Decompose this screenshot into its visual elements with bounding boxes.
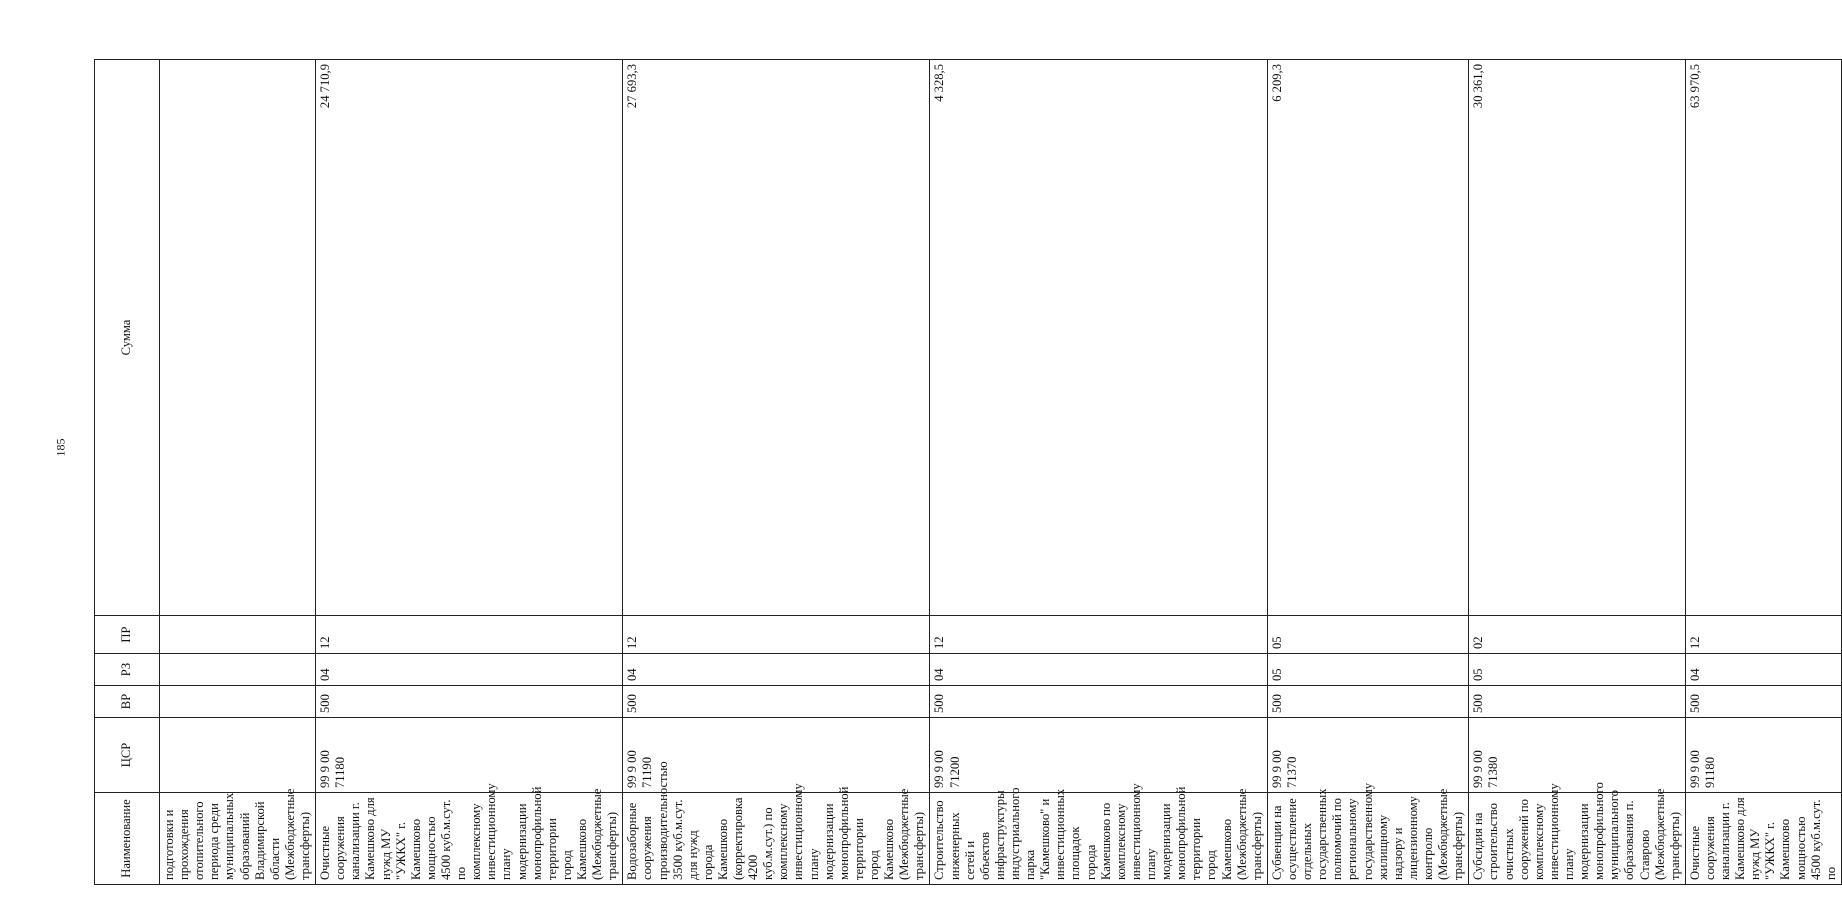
cell-name: подготовки и прохождения отопительного периода среди муниципальных образований Владимирской области (Межбюджетные трансферты) [160, 793, 316, 885]
table-body [160, 60, 1842, 885]
cell-sum: 27 693,3 [623, 60, 930, 616]
cell-sum: 6 209,3 [1267, 60, 1468, 616]
cell-csr: 99 9 00 71380 [1469, 718, 1686, 793]
cell-vr: 500 [930, 686, 1267, 718]
cell-vr [160, 686, 316, 718]
cell-rz: 05 [1469, 654, 1686, 686]
cell-rz: 04 [1685, 654, 1841, 686]
rotated-table-wrapper [94, 60, 1838, 885]
cell-name: Субвенции на осуществление отдельных государственных полномочий по региональному государственному жилищному надзору и лицензионному контролю (Межбюджетные трансферты) [1267, 793, 1468, 885]
cell-sum: 24 710,9 [316, 60, 623, 616]
budget-table [94, 59, 1842, 885]
cell-vr: 500 [1685, 686, 1841, 718]
cell-rz: 04 [623, 654, 930, 686]
cell-sum [160, 60, 316, 616]
cell-csr: 99 9 00 71190 [623, 718, 930, 793]
cell-csr: 99 9 00 91180 [1685, 718, 1841, 793]
cell-pr [160, 616, 316, 654]
header-vr: ВР [95, 686, 160, 718]
cell-sum: 4 328,5 [930, 60, 1267, 616]
cell-csr: 99 9 00 71200 [930, 718, 1267, 793]
header-csr: ЦСР [95, 718, 160, 793]
cell-name: Очистные сооружения канализации г. Камешково для нужд МУ "УЖКХ" г. Камешково мощностью 4500 куб.м.сут. по комплексному инвестиционному плану модернизации монопрофильной территории город Камешково (Межбюджетные трансферты) [316, 793, 623, 885]
cell-csr [160, 718, 316, 793]
cell-pr: 12 [623, 616, 930, 654]
table-row [1469, 60, 1686, 885]
cell-vr: 500 [623, 686, 930, 718]
page-number: 185 [53, 438, 68, 457]
cell-vr: 500 [1469, 686, 1686, 718]
cell-pr: 12 [1685, 616, 1841, 654]
table-row [160, 60, 316, 885]
cell-csr: 99 9 00 71370 [1267, 718, 1468, 793]
header-pr: ПР [95, 616, 160, 654]
table-row [316, 60, 623, 885]
cell-vr: 500 [1267, 686, 1468, 718]
cell-rz: 04 [930, 654, 1267, 686]
cell-sum: 63 970,5 [1685, 60, 1841, 616]
header-rz: РЗ [95, 654, 160, 686]
table-row [930, 60, 1267, 885]
cell-name: Субсидия на строительство очистных сооружений по комплексному инвестиционному плану модернизации монопрофильного муниципального образования п. Ставрово (Межбюджетные трансферты) [1469, 793, 1686, 885]
cell-pr: 05 [1267, 616, 1468, 654]
cell-pr: 02 [1469, 616, 1686, 654]
header-name: Наименование [95, 793, 160, 885]
cell-name: Водозаборные сооружения производительностью 3500 куб.м.сут. для нужд города Камешково (корректировка 4200 куб.м.сут.) по комплексному инвестиционному плану модернизации монопрофильной территории город Камешково (Межбюджетные трансферты) [623, 793, 930, 885]
table-row [1267, 60, 1468, 885]
cell-vr: 500 [316, 686, 623, 718]
cell-pr: 12 [930, 616, 1267, 654]
cell-pr: 12 [316, 616, 623, 654]
cell-rz [160, 654, 316, 686]
table-row [1685, 60, 1841, 885]
table-row [623, 60, 930, 885]
cell-csr: 99 9 00 71180 [316, 718, 623, 793]
cell-name: Очистные сооружения канализации г. Камешково для нужд МУ "УЖКХ" г. Камешково мощностью 4500 куб.м.сут. по [1685, 793, 1841, 885]
cell-rz: 04 [316, 654, 623, 686]
cell-rz: 05 [1267, 654, 1468, 686]
header-row [95, 60, 160, 885]
cell-sum: 30 361,0 [1469, 60, 1686, 616]
cell-name: Строительство инженерных сетей и объектов инфраструктуры индустриального парка "Камешково" и инвестиционных площадок города Камешково по комплексному инвестиционному плану модернизации монопрофильной территории город Камешково (Межбюджетные трансферты) [930, 793, 1267, 885]
header-sum: Сумма [95, 60, 160, 616]
